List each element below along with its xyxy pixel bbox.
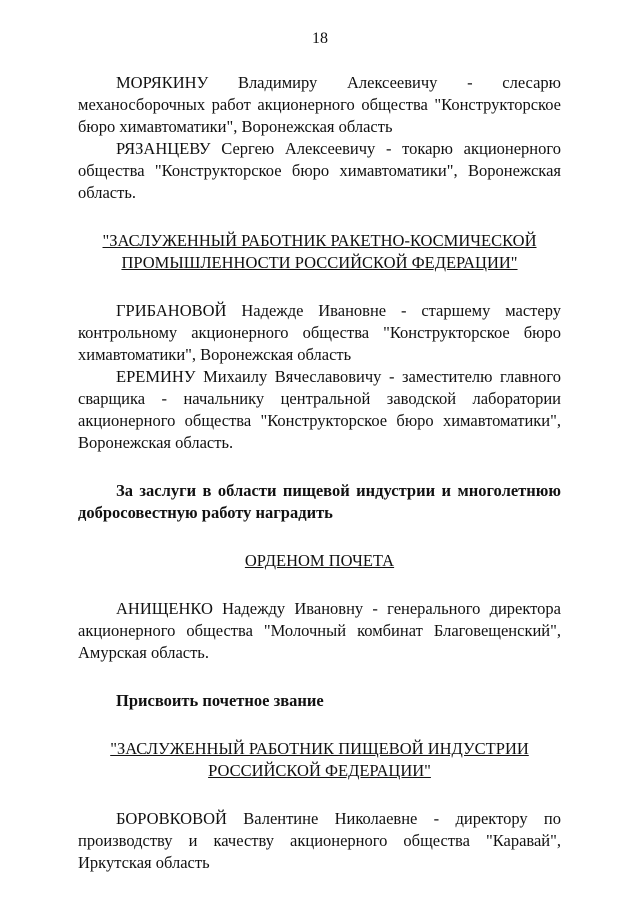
award-paragraph-ryazantsev: РЯЗАНЦЕВУ Сергею Алексеевичу - токарю акционерного общества "Конструкторское бюро химавтоматики", Воронежская область. <box>78 139 561 202</box>
decree-intro-food-industry: За заслуги в области пищевой индустрии и многолетнюю добросовестную работу наградить <box>78 481 561 522</box>
title-heading-line: ПРОМЫШЛЕННОСТИ РОССИЙСКОЙ ФЕДЕРАЦИИ" <box>121 253 518 272</box>
title-heading-rocket-space <box>78 230 561 274</box>
award-paragraph-gribanova: ГРИБАНОВОЙ Надежде Ивановне - старшему мастеру контрольному акционерного общества "Конструкторское бюро химавтоматики", Воронежская область <box>78 301 561 364</box>
award-paragraph-anishchenko: АНИЩЕНКО Надежду Ивановну - генерального директора акционерного общества "Молочный комбинат Благовещенский", Амурская область. <box>78 599 561 662</box>
title-heading-line: РОССИЙСКОЙ ФЕДЕРАЦИИ" <box>208 761 431 780</box>
title-heading-line: "ЗАСЛУЖЕННЫЙ РАБОТНИК ПИЩЕВОЙ ИНДУСТРИИ <box>110 739 529 758</box>
decree-intro-honorary-title: Присвоить почетное звание <box>116 691 324 710</box>
title-heading-line: "ЗАСЛУЖЕННЫЙ РАБОТНИК РАКЕТНО-КОСМИЧЕСКОЙ <box>102 231 537 250</box>
title-heading-food-industry <box>78 738 561 782</box>
order-heading-honor: ОРДЕНОМ ПОЧЕТА <box>244 551 395 570</box>
document-body <box>78 72 561 874</box>
page-number: 18 <box>312 30 328 47</box>
award-paragraph-eremin: ЕРЕМИНУ Михаилу Вячеславовичу - заместителю главного сварщика - начальнику центральной заводской лаборатории акционерного общества "Конструкторское бюро химавтоматики", Воронежская область. <box>78 367 561 452</box>
award-paragraph-moryakin: МОРЯКИНУ Владимиру Алексеевичу - слесарю механосборочных работ акционерного общества "Конструкторское бюро химавтоматики", Воронежская область <box>78 73 561 136</box>
award-paragraph-borovkova: БОРОВКОВОЙ Валентине Николаевне - директору по производству и качеству акционерного общества "Каравай", Иркутская область <box>78 809 561 872</box>
